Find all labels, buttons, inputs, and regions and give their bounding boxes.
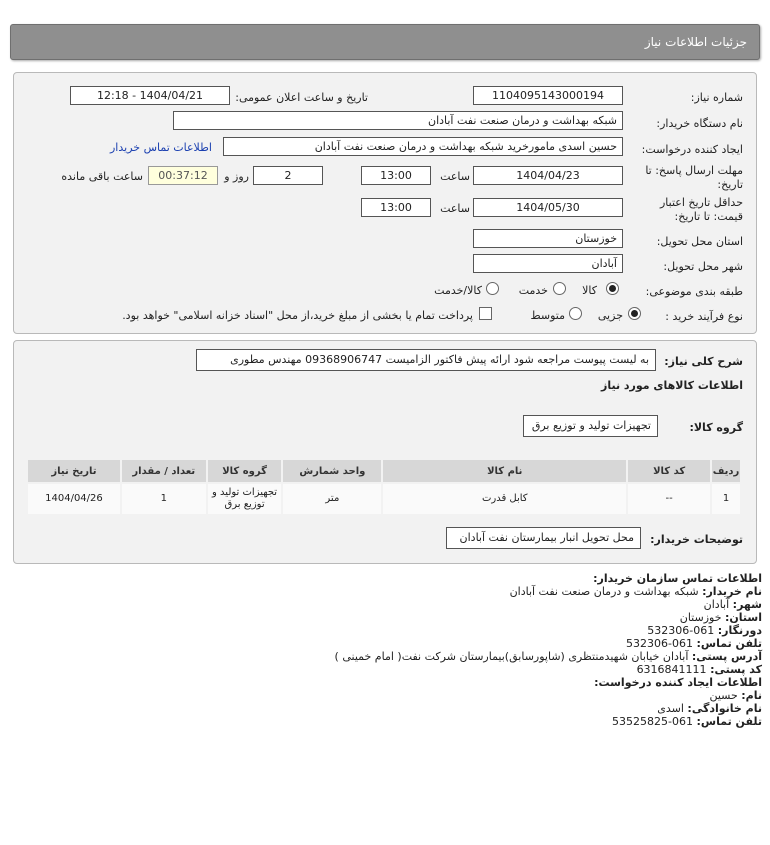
col-header-name: نام کالا: [382, 459, 627, 483]
process-radio-minor[interactable]: [628, 307, 641, 320]
process-label: نوع فرآیند خرید :: [665, 310, 743, 323]
treasury-payment-checkbox[interactable]: [479, 307, 492, 320]
buyer-contact-link[interactable]: اطلاعات تماس خریدار: [110, 141, 212, 154]
page-header: [10, 24, 760, 60]
category-radio-both[interactable]: [486, 282, 499, 295]
col-header-unit: واحد شمارش: [282, 459, 382, 483]
buyer-notes-box: محل تحویل انبار بیمارستان نفت آبادان: [446, 527, 641, 549]
creator-info-title: اطلاعات ایجاد کننده درخواست:: [594, 676, 762, 689]
category-label: طبقه بندی موضوعی:: [645, 285, 743, 298]
cell-code: --: [627, 483, 711, 515]
table-row: [27, 483, 741, 515]
contact-address: آدرس پستی: آبادان خیابان شهیدمنتظری (شاپورسابق)بیمارستان شرکت نفت( امام خمینی ): [334, 650, 762, 663]
announce-field[interactable]: 1404/04/21 - 12:18: [70, 86, 230, 105]
col-header-row: ردیف: [711, 459, 741, 483]
city-label: شهر محل تحویل:: [663, 260, 743, 273]
validity-time-label: ساعت: [440, 202, 470, 215]
category-radio-goods[interactable]: [606, 282, 619, 295]
province-field[interactable]: خوزستان: [473, 229, 623, 248]
col-header-code: کد کالا: [627, 459, 711, 483]
process-radio-medium[interactable]: [569, 307, 582, 320]
need-details-panel: [13, 340, 757, 564]
summary-box: به لیست پیوست مراجعه شود ارائه پیش فاکتور الزامیست 09368906747 مهندس مطوری: [196, 349, 656, 371]
col-header-group: گروه کالا: [207, 459, 283, 483]
cell-name: کابل قدرت: [382, 483, 627, 515]
category-option-both: کالا/خدمت: [434, 284, 482, 297]
validity-label-line2: قیمت: تا تاریخ:: [674, 210, 743, 223]
days-label: روز و: [224, 170, 249, 183]
deadline-label-line1: مهلت ارسال پاسخ: تا: [645, 164, 743, 177]
treasury-payment-note: پرداخت تمام یا بخشی از مبلغ خرید،از محل "اسناد خزانه اسلامی" خواهد بود.: [122, 309, 473, 322]
validity-time-field[interactable]: 13:00: [361, 198, 431, 217]
creator-label: ایجاد کننده درخواست:: [641, 143, 743, 156]
province-label: استان محل تحویل:: [656, 235, 743, 248]
buyer-org-label: نام دستگاه خریدار:: [656, 117, 743, 130]
contact-city: شهر: آبادان: [703, 598, 762, 611]
need-number-label: شماره نیاز:: [690, 91, 743, 104]
creator-phone: تلفن تماس: 061-53525825: [612, 715, 762, 728]
buyer-notes-label: توضیحات خریدار:: [650, 533, 743, 546]
cell-qty: 1: [121, 483, 207, 515]
col-header-date: تاریخ نیاز: [27, 459, 121, 483]
col-header-qty: تعداد / مقدار: [121, 459, 207, 483]
deadline-label-line2: تاریخ:: [717, 178, 743, 191]
contact-province: استان: خوزستان: [679, 611, 762, 624]
page-title: جزئیات اطلاعات نیاز: [644, 35, 747, 49]
process-option-minor: جزیی: [597, 309, 623, 322]
days-field[interactable]: 2: [253, 166, 323, 185]
contact-title: اطلاعات تماس سازمان خریدار:: [593, 572, 762, 585]
process-option-medium: متوسط: [530, 309, 565, 322]
creator-field[interactable]: حسین اسدی مامورخرید شبکه بهداشت و درمان صنعت نفت آبادان: [223, 137, 623, 156]
deadline-date-field[interactable]: 1404/04/23: [473, 166, 623, 185]
deadline-time-label: ساعت: [440, 170, 470, 183]
remaining-timer: 00:37:12: [148, 166, 218, 185]
contact-org: نام خریدار: شبکه بهداشت و درمان صنعت نفت آبادان: [509, 585, 762, 598]
contact-fax: دورنگار: 061-532306: [647, 624, 762, 637]
summary-label: شرح کلی نیاز:: [664, 355, 743, 368]
creator-last-name: نام خانوادگی: اسدی: [657, 702, 762, 715]
goods-info-title: اطلاعات کالاهای مورد نیاز: [601, 379, 743, 392]
table-header-row: [27, 459, 741, 483]
category-radio-service[interactable]: [553, 282, 566, 295]
category-option-service: خدمت: [518, 284, 548, 297]
city-field[interactable]: آبادان: [473, 254, 623, 273]
cell-date: 1404/04/26: [27, 483, 121, 515]
category-option-goods: کالا: [582, 284, 597, 297]
cell-group: تجهیزات تولید و توزیع برق: [207, 483, 283, 515]
cell-row: 1: [711, 483, 741, 515]
creator-first-name: نام: حسین: [709, 689, 762, 702]
buyer-org-field[interactable]: شبکه بهداشت و درمان صنعت نفت آبادان: [173, 111, 623, 130]
group-box: تجهیزات تولید و توزیع برق: [523, 415, 658, 437]
announce-label: تاریخ و ساعت اعلان عمومی:: [235, 91, 368, 104]
contact-phone: تلفن تماس: 061-532306: [626, 637, 762, 650]
validity-label-line1: حداقل تاریخ اعتبار: [659, 196, 743, 209]
deadline-time-field[interactable]: 13:00: [361, 166, 431, 185]
group-label: گروه کالا:: [689, 421, 743, 434]
validity-date-field[interactable]: 1404/05/30: [473, 198, 623, 217]
need-number-field[interactable]: 1104095143000194: [473, 86, 623, 105]
goods-table: [26, 458, 742, 516]
contact-postal: کد پستی: 6316841111: [636, 663, 762, 676]
cell-unit: متر: [282, 483, 382, 515]
remaining-label: ساعت باقی مانده: [61, 170, 143, 183]
